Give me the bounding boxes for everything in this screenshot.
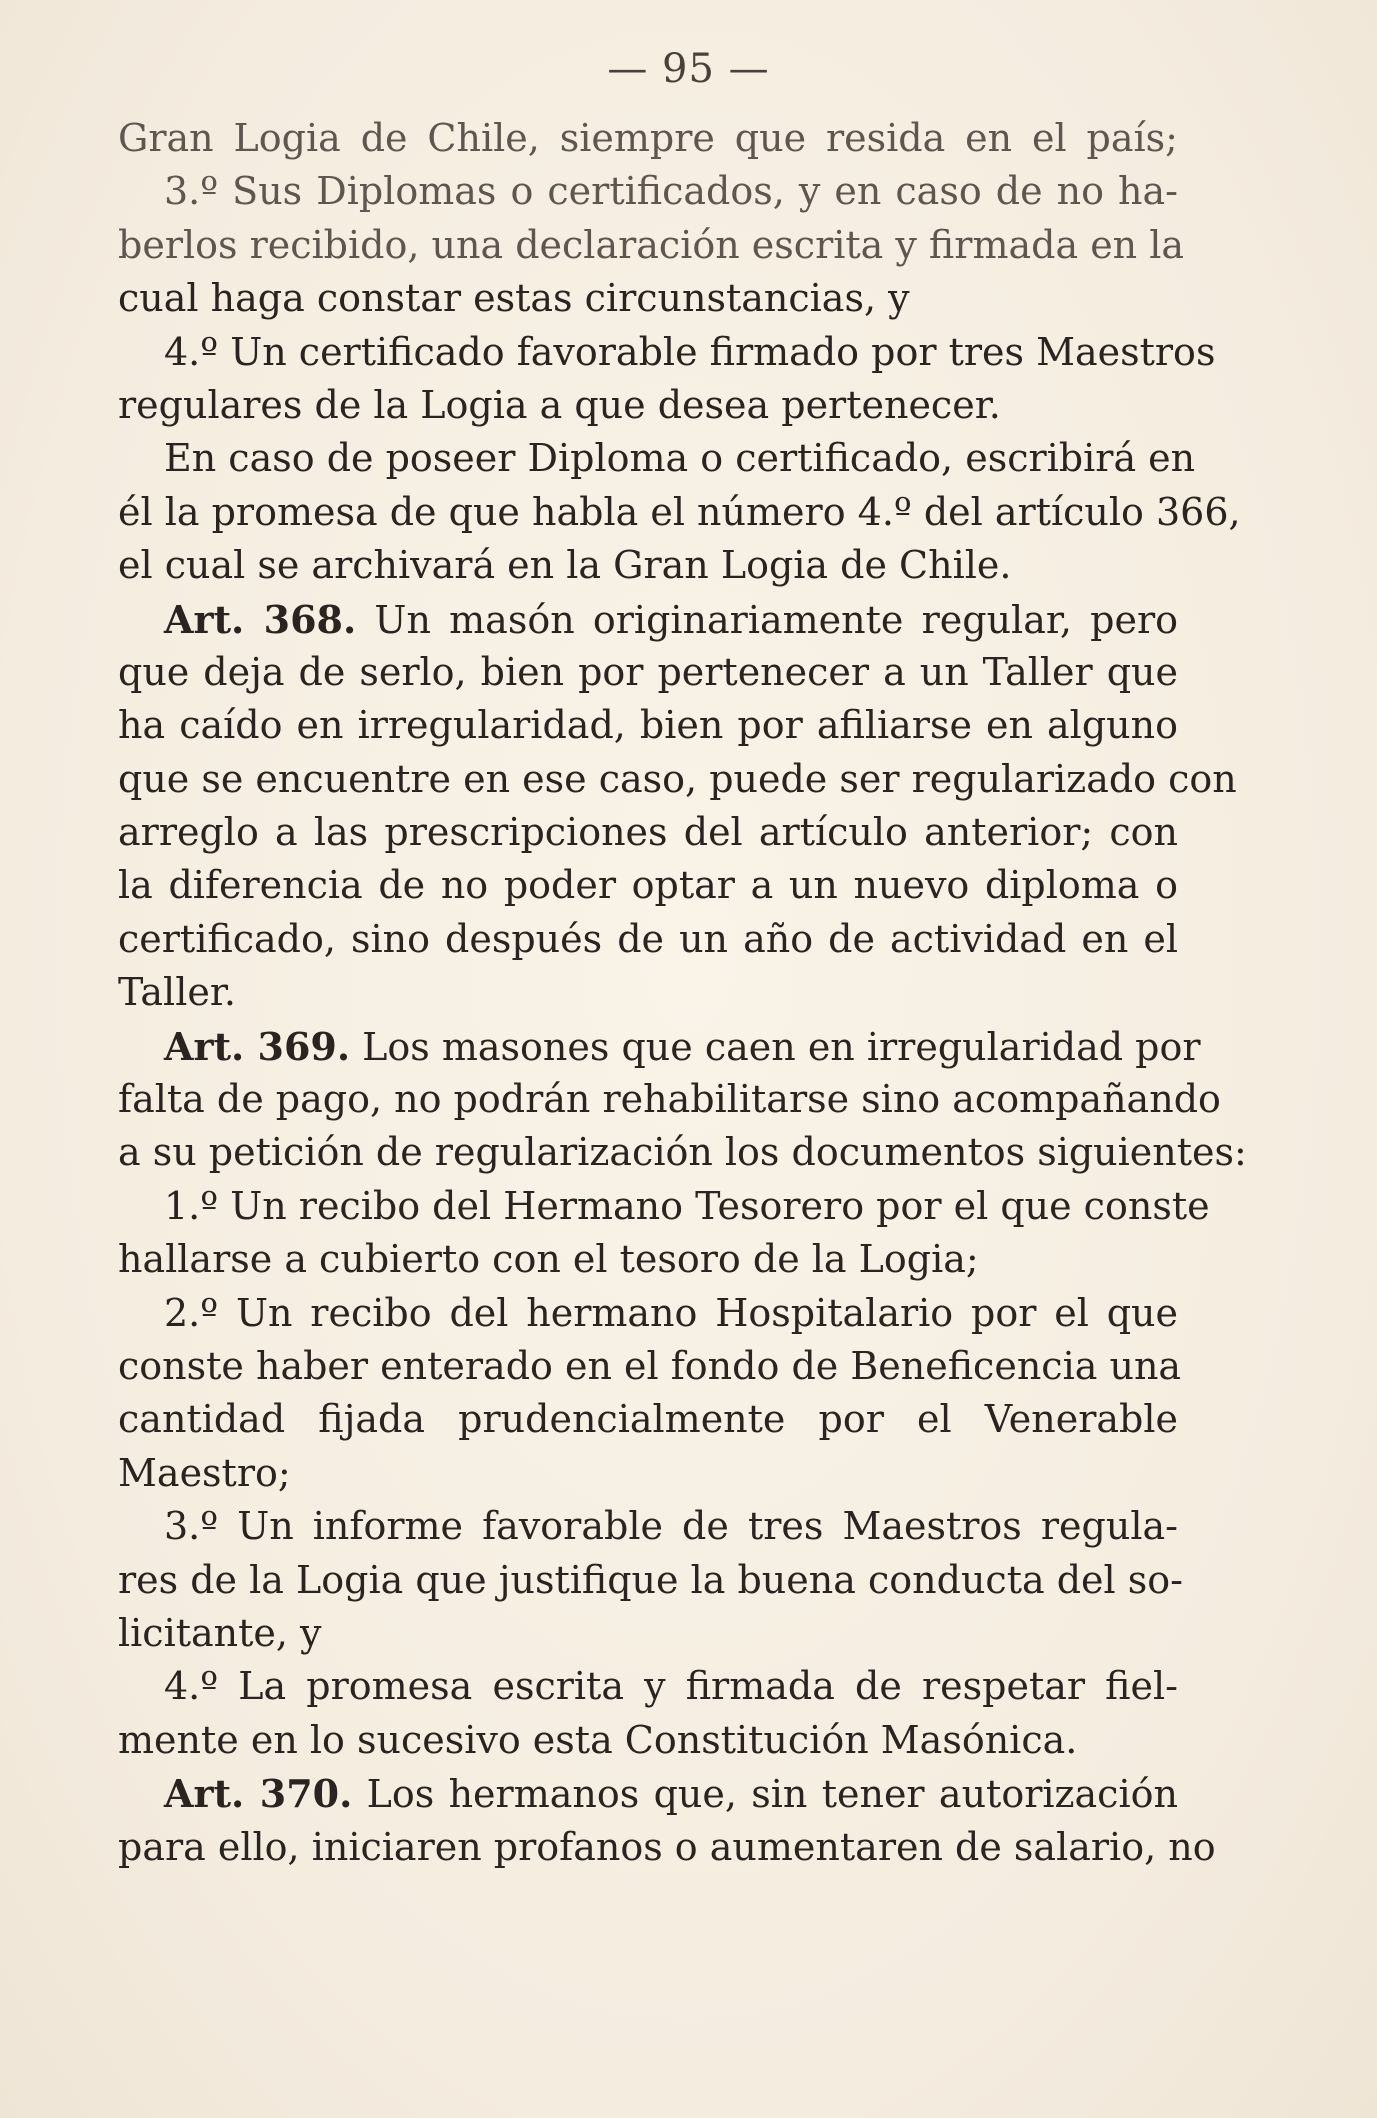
- text-line: que deja de serlo, bien por pertenecer a un Taller que: [118, 649, 1178, 694]
- article-label: Art. 368.: [164, 596, 357, 642]
- article-369-line: [118, 1020, 1201, 1073]
- text-line: Gran Logia de Chile, siempre que resida en el país;: [118, 116, 1178, 160]
- text-line: 4.º Un certificado favorable firmado por tres Maestros: [164, 329, 1216, 374]
- text-line: la diferencia de no poder optar a un nuevo diploma o: [118, 863, 1178, 908]
- text-line: arreglo a las prescripciones del artículo anterior; con: [118, 810, 1178, 855]
- article-label: Art. 370.: [164, 1771, 353, 1817]
- text-line: 3.º Un informe favorable de tres Maestros regula-: [164, 1504, 1178, 1549]
- text-line: él la promesa de que habla el número 4.º del artículo 366,: [118, 489, 1241, 534]
- text-line: 1.º Un recibo del Hermano Tesorero por el que conste: [164, 1183, 1210, 1228]
- page-number: — 95 —: [607, 46, 770, 92]
- text-line: berlos recibido, una declaración escrita y firmada en la: [118, 222, 1185, 267]
- text-line: conste haber enterado en el fondo de Beneficencia una: [118, 1343, 1182, 1388]
- text-line: falta de pago, no podrán rehabilitarse sino acompañando: [118, 1077, 1221, 1122]
- text-line: cual haga constar estas circunstancias, y: [118, 276, 910, 321]
- text-line: a su petición de regularización los documentos siguientes:: [118, 1130, 1247, 1175]
- text-line: mente en lo sucesivo esta Constitución Masónica.: [118, 1717, 1078, 1762]
- article-370-line: [118, 1767, 1178, 1820]
- text-line: ha caído en irregularidad, bien por afiliarse en alguno: [118, 703, 1178, 748]
- text-line: 4.º La promesa escrita y firmada de respetar fiel-: [164, 1664, 1178, 1709]
- text-line: certificado, sino después de un año de actividad en el: [118, 916, 1178, 961]
- text-line: 2.º Un recibo del hermano Hospitalario por el que: [164, 1290, 1178, 1335]
- text-line: regulares de la Logia a que desea pertenecer.: [118, 382, 1001, 427]
- body-text: [118, 112, 1247, 1874]
- text-line: res de la Logia que justifique la buena conducta del so-: [118, 1557, 1183, 1602]
- text-line: para ello, iniciaren profanos o aumentaren de salario, no: [118, 1824, 1216, 1869]
- article-label: Art. 369.: [164, 1023, 351, 1069]
- text-line: Maestro;: [118, 1450, 291, 1495]
- text-line: 3.º Sus Diplomas o certificados, y en caso de no ha-: [164, 169, 1178, 214]
- article-text: Los hermanos que, sin tener autorización: [366, 1772, 1178, 1817]
- text-line: En caso de poseer Diploma o certificado, escribirá en: [164, 436, 1196, 481]
- article-text: Un masón originariamente regular, pero: [374, 597, 1178, 642]
- text-line: hallarse a cubierto con el tesoro de la Logia;: [118, 1237, 979, 1282]
- article-text: Los masones que caen en irregularidad por: [362, 1024, 1201, 1069]
- text-line: cantidad fijada prudencialmente por el Venerable: [118, 1397, 1178, 1442]
- text-line: el cual se archivará en la Gran Logia de Chile.: [118, 543, 1012, 588]
- text-line: Taller.: [118, 970, 236, 1015]
- article-368-line: [118, 593, 1178, 646]
- text-line: licitante, y: [118, 1610, 322, 1655]
- text-line: que se encuentre en ese caso, puede ser regularizado con: [118, 756, 1237, 801]
